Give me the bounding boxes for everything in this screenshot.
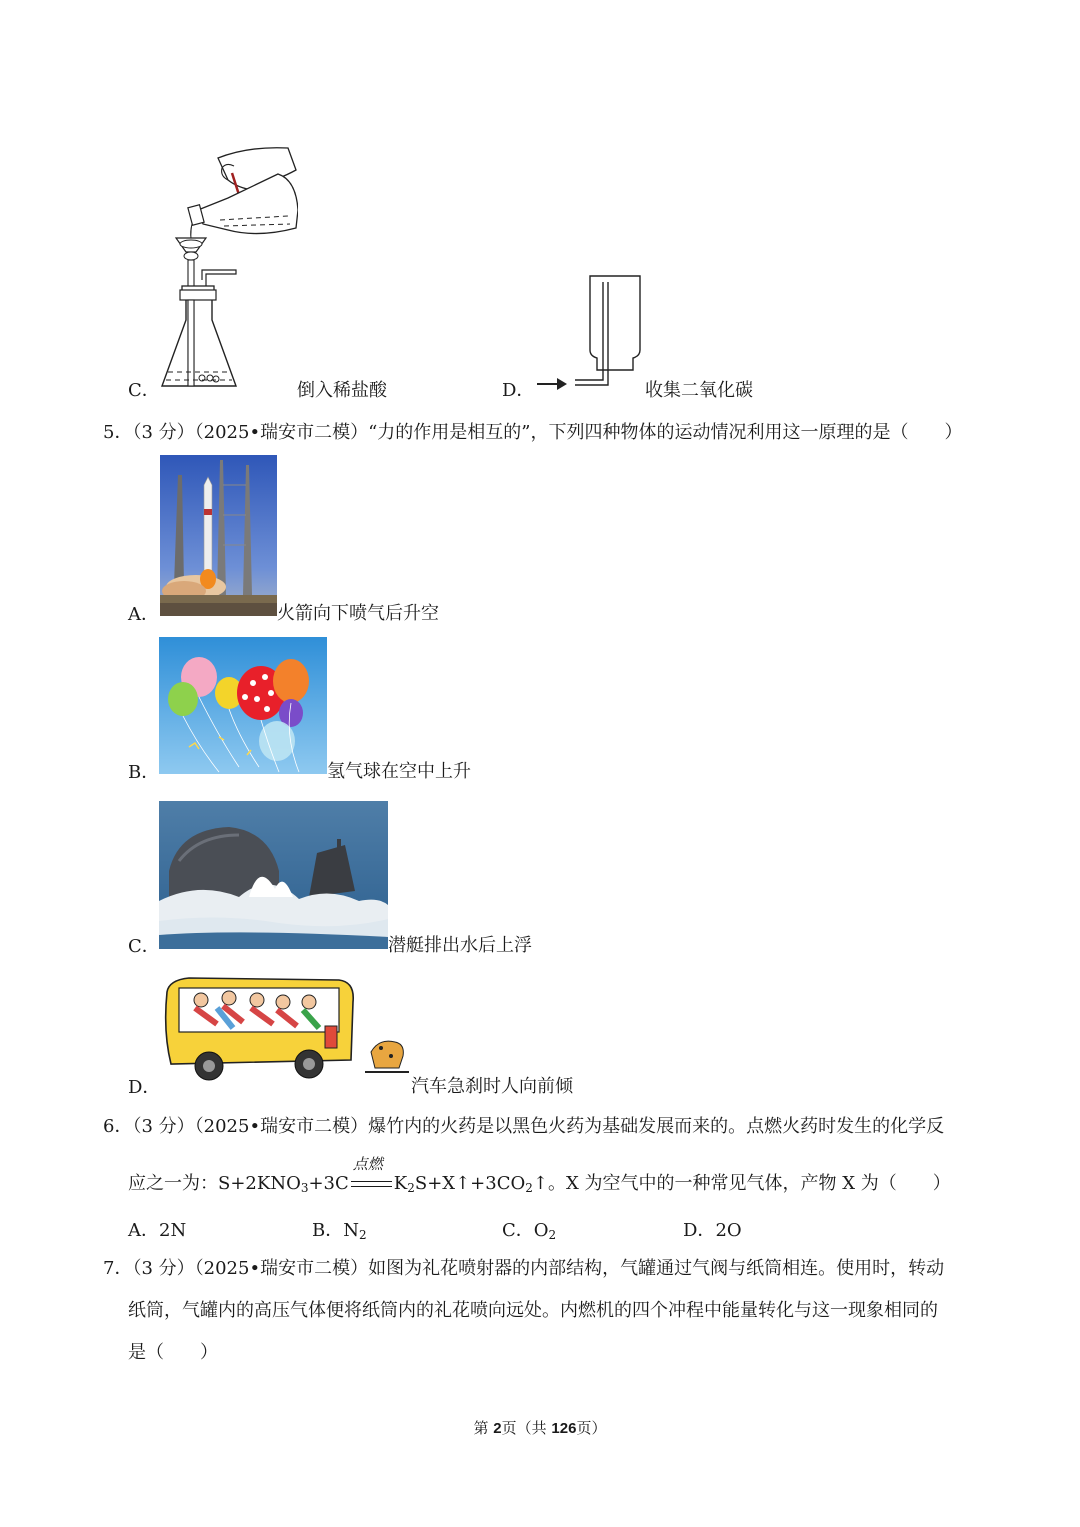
q5-question-text: “力的作用是相互的”，下列四种物体的运动情况利用这一原理的是（ ） [368,422,963,443]
q6-equation-prefix: 应之一为： [128,1173,218,1194]
q6-equation-line [128,1155,951,1196]
q6-stem-line1 [103,1115,944,1139]
q7-stem-line3: 是（ ） [128,1342,218,1363]
option-text: O [533,1220,549,1241]
q5-option-c-text: 潜艇排出水后上浮 [388,935,532,956]
submarine-image [159,801,388,949]
option-subscript: 2 [548,1228,557,1242]
option-text: N [343,1220,359,1241]
footer-text: 页（共 [501,1419,552,1437]
option-letter: C． [502,1220,534,1241]
q7-score: （3 分） [132,1258,195,1279]
q4-option-d-letter: D． [502,380,535,401]
reaction-double-line [351,1181,392,1187]
q6-option-a [128,1216,186,1242]
q6-question-tail: ↑。X 为空气中的一种常见气体，产物 X 为（ ） [532,1173,951,1194]
equation-product-1: K [393,1173,408,1194]
q6-option-c [502,1216,556,1242]
q6-option-b [312,1216,367,1242]
flask-apparatus-figure [158,140,298,395]
q5-option-c-letter: C． [128,936,160,957]
reaction-arrow [349,1155,394,1196]
page-number: 2 [493,1420,502,1437]
q4-option-c-caption: 倒入稀盐酸 [297,380,387,401]
q6-score: （3 分） [132,1116,195,1137]
q5-option-a-letter: A． [128,604,159,625]
q5-score: （3 分） [132,422,195,443]
equation-subscript: 2 [525,1181,533,1195]
q6-option-d [683,1216,742,1242]
reaction-condition: 点燃 [352,1155,383,1173]
balloons-image [159,637,327,774]
option-letter: A． [128,1220,159,1241]
q4-option-d-caption: 收集二氧化碳 [645,380,753,401]
q5-option-d-text: 汽车急刹时人向前倾 [411,1076,573,1097]
q5-option-a-text: 火箭向下喷气后升空 [277,603,439,624]
equation-reactant-1: S+2KNO [218,1173,301,1194]
option-letter: B． [312,1220,344,1241]
option-text: 2O [715,1220,742,1241]
q5-option-b-letter: B． [128,762,160,783]
equation-product-2: S+X↑+3CO [414,1173,526,1194]
option-subscript: 2 [358,1228,367,1242]
q7-stem-line1 [103,1257,944,1281]
q7-question-text: 如图为礼花喷射器的内部结构，气罐通过气阀与纸筒相连。使用时，转动 [368,1258,945,1279]
q4-option-c-letter: C． [128,380,160,401]
equation-subscript: 3 [300,1181,309,1195]
q6-question-text: 爆竹内的火药是以黑色火药为基础发展而来的。点燃火药时发生的化学反 [368,1116,945,1137]
q7-number: 7． [103,1258,133,1279]
q5-option-d-letter: D． [128,1077,161,1098]
q6-source: （2025•瑞安市二模） [194,1116,369,1137]
total-pages: 126 [551,1420,577,1437]
rocket-launch-image [160,455,277,616]
q6-number: 6． [103,1116,133,1137]
option-text: 2N [159,1220,187,1241]
q5-number: 5． [103,422,133,443]
gas-jar-figure [535,272,645,397]
q5-stem [103,421,962,445]
bus-cartoon-image [159,972,411,1090]
q7-stem-line2: 纸筒，气罐内的高压气体便将纸筒内的礼花喷向远处。内燃机的四个冲程中能量转化与这一现象相同的 [128,1300,938,1321]
q7-source: （2025•瑞安市二模） [194,1258,369,1279]
footer-text: 页） [576,1419,607,1437]
option-letter: D． [683,1220,716,1241]
equation-reactant-2: +3C [308,1173,349,1194]
footer-text: 第 [473,1419,494,1437]
q5-option-b-text: 氢气球在空中上升 [327,761,471,782]
equation-subscript: 2 [407,1181,415,1195]
page-footer [0,1417,1080,1438]
q5-source: （2025•瑞安市二模） [194,422,369,443]
